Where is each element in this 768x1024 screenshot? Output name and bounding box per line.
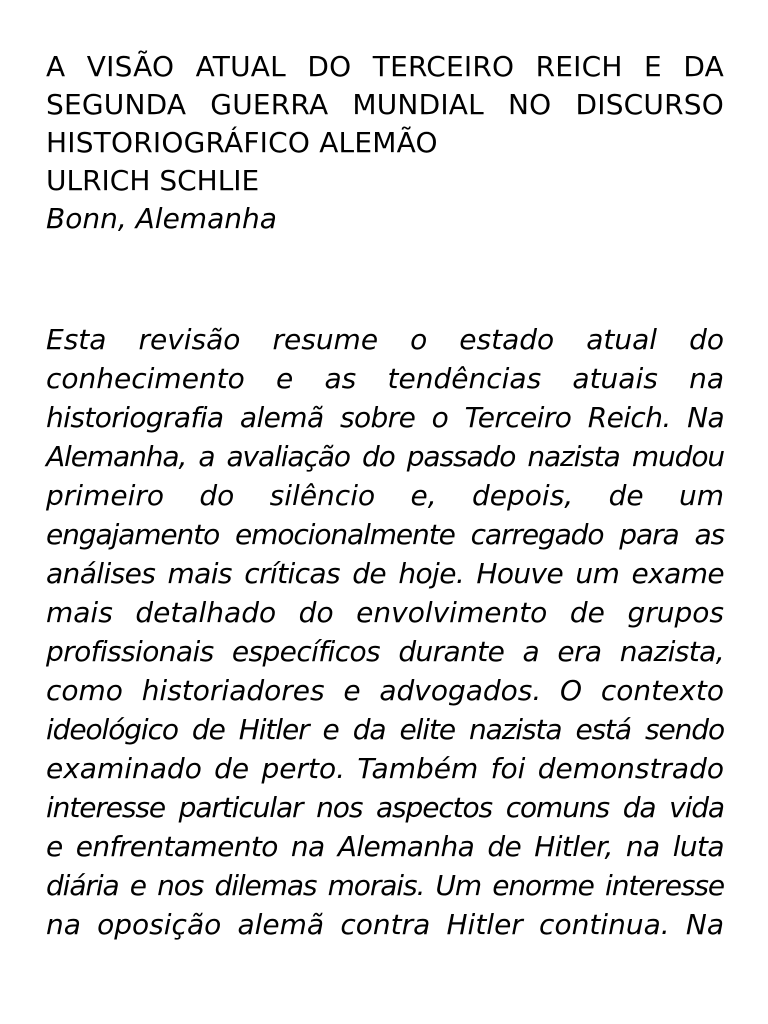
abstract-line: mais detalhado do envolvimento de grupos (46, 596, 724, 629)
abstract-line: Esta revisão resume o estado atual do (46, 323, 724, 356)
author-name: ULRICH SCHLIE (46, 164, 260, 197)
title-line-1: A VISÃO ATUAL DO TERCEIRO REICH E DA (46, 50, 724, 83)
abstract-line: diária e nos dilemas morais. Um enorme interesse (46, 869, 724, 902)
title-line-3: HISTORIOGRÁFICO ALEMÃO (46, 126, 438, 159)
author-location: Bonn, Alemanha (46, 202, 277, 235)
abstract-line: interesse particular nos aspectos comuns da vida (46, 791, 724, 824)
abstract-paragraph (46, 320, 724, 944)
abstract-line: examinado de perto. Também foi demonstrado (46, 752, 724, 785)
abstract-line: análises mais críticas de hoje. Houve um exame (46, 557, 724, 590)
title-line-2: SEGUNDA GUERRA MUNDIAL NO DISCURSO (46, 88, 724, 121)
abstract-line: engajamento emocionalmente carregado para as (46, 518, 724, 551)
abstract-line: profissionais específicos durante a era nazista, (46, 635, 724, 668)
document-header (46, 48, 724, 238)
abstract-line: historiografia alemã sobre o Terceiro Reich. Na (46, 401, 724, 434)
abstract-line: como historiadores e advogados. O contexto (46, 674, 724, 707)
abstract-line: Alemanha, a avaliação do passado nazista mudou (46, 440, 724, 473)
abstract-line: conhecimento e as tendências atuais na (46, 362, 724, 395)
abstract-line: primeiro do silêncio e, depois, de um (46, 479, 724, 512)
abstract-line: na oposição alemã contra Hitler continua. Na (46, 908, 724, 941)
abstract-line: ideológico de Hitler e da elite nazista está sendo (46, 713, 724, 746)
abstract-line: e enfrentamento na Alemanha de Hitler, na luta (46, 830, 724, 863)
